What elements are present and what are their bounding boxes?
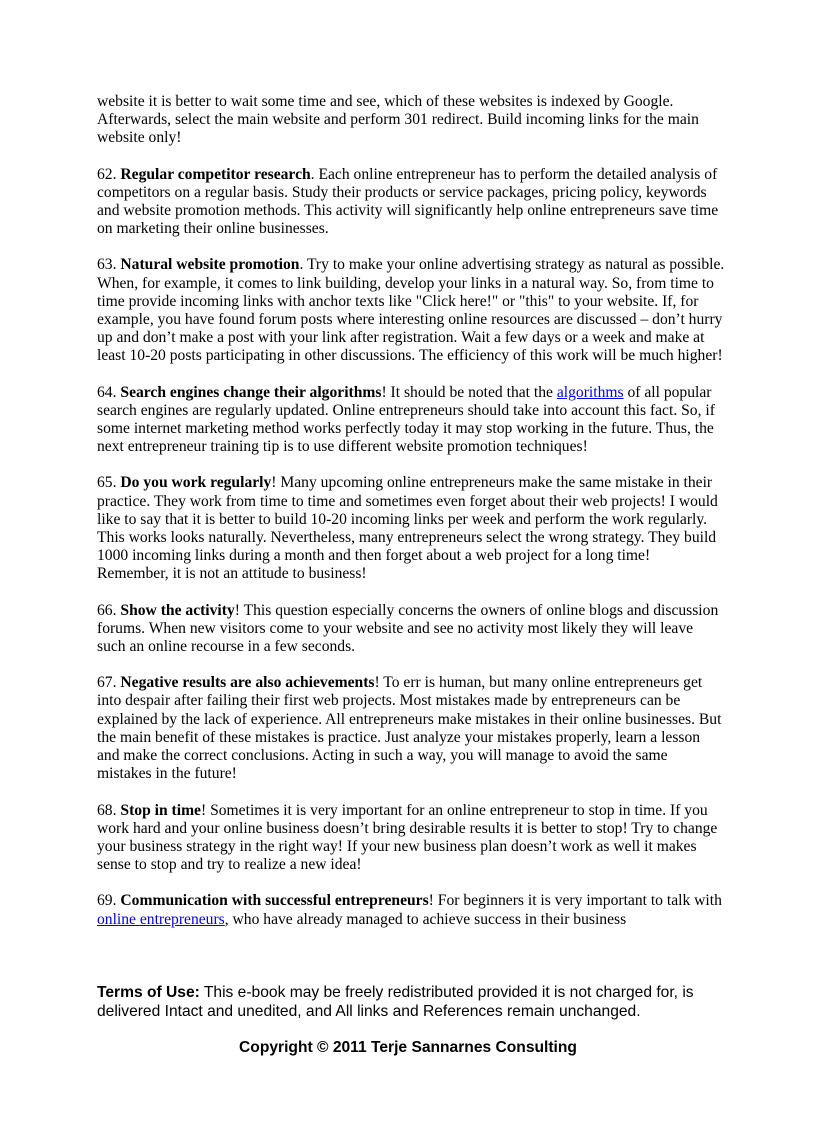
tip-title: Do you work regularly (120, 474, 272, 492)
tip-body: Each online entrepreneur has to perform the detailed analysis of competitors on a regular basis. Study their products or service packages, pricing policy, keywords and website promotion methods. This activity will significantly help online entrepreneurs save time on marketing their online businesses. (97, 165, 719, 238)
tip-title-suffix: ! (374, 674, 380, 692)
tip-title-suffix: ! (234, 601, 240, 619)
tip-number: 62. (97, 165, 117, 183)
tip-title: Show the activity (120, 601, 235, 619)
tip-title-suffix: ! (428, 892, 434, 910)
tip-66 (97, 602, 725, 657)
algorithms-link[interactable]: algorithms (556, 383, 624, 401)
terms-label: Terms of Use: (97, 984, 200, 1001)
tip-title: Regular competitor research (120, 165, 311, 183)
terms-text: This e-book may be freely redistributed provided it is not charged for, is delivered Intact and unedited, and All links and References remain unchanged. (97, 984, 694, 1020)
online-entrepreneurs-link[interactable]: online entrepreneurs (97, 910, 225, 928)
tip-number: 68. (97, 801, 117, 819)
tip-body: Try to make your online advertising strategy as natural as possible. When, for example, it comes to link building, develop your links in a natural way. So, from time to time provide incoming links with anchor texts like "Click here!" or "this" to your website. If, for example, you have found forum posts where interesting online resources are discussed – don’t hurry up and don’t make a post with your link after registration. Wait a few days or a week and make at least 10-20 posts participating in other discussions. The efficiency of this work will be much higher! (97, 256, 725, 365)
tip-body-before-link: For beginners it is very important to talk with (433, 892, 722, 910)
tip-number: 64. (97, 383, 117, 401)
tip-body-after-link: of all popular search engines are regularly updated. Online entrepreneurs should take into account this fact. So, if some internet marketing method works perfectly today it may stop working in the future. Thus, the next entrepreneur training tip is to use different website promotion techniques! (97, 383, 715, 456)
tip-title-suffix: . (310, 165, 315, 183)
tip-title: Stop in time (120, 801, 201, 819)
tip-63 (97, 256, 725, 365)
tip-title-suffix: ! (381, 383, 387, 401)
tip-body: To err is human, but many online entrepreneurs get into despair after failing their first web projects. Most mistakes made by entrepreneurs can be explained by the lack of experience. All entrepreneurs make mistakes in their online businesses. But the main benefit of these mistakes is practice. Just analyze your mistakes properly, learn a lesson and make the correct conclusions. Acting in such a way, you will manage to avoid the same mistakes in the future! (97, 674, 722, 783)
tip-68 (97, 802, 725, 875)
tip-body: Many upcoming online entrepreneurs make the same mistake in their practice. They work from time to time and sometimes even forget about their web projects! I would like to say that it is better to build 10-20 incoming links per week and perform the work regularly. This works looks naturally. Nevertheless, many entrepreneurs select the wrong strategy. They build 1000 incoming links during a month and then forget about a web project for a long time! Remember, it is not an attitude to business! (97, 474, 718, 583)
tip-title: Search engines change their algorithms (120, 383, 382, 401)
tip-body-after-link: , who have already managed to achieve success in their business (224, 910, 627, 928)
tip-number: 69. (97, 892, 117, 910)
tip-body-before-link: It should be noted that the (386, 383, 557, 401)
tip-number: 65. (97, 474, 117, 492)
tip-title-suffix: . (299, 256, 304, 274)
tip-number: 67. (97, 674, 117, 692)
tip-title: Natural website promotion (120, 256, 300, 274)
tip-64 (97, 384, 725, 457)
tip-62 (97, 166, 725, 239)
tip-67 (97, 674, 725, 783)
tip-number: 66. (97, 601, 117, 619)
tip-65 (97, 474, 725, 583)
tip-body: Sometimes it is very important for an online entrepreneur to stop in time. If you work hard and your online business doesn’t bring desirable results it is better to stop! Try to change your business strategy in the right way! If your new business plan doesn’t work as well it makes sense to stop and try to realize a new idea! (97, 801, 718, 874)
tip-body: This question especially concerns the owners of online blogs and discussion forums. When new visitors come to your website and see no activity most likely they will leave such an online recourse in a few seconds. (97, 601, 719, 656)
tip-number: 63. (97, 256, 117, 274)
tip-69 (97, 892, 725, 928)
copyright-notice: Copyright © 2011 Terje Sannarnes Consulting (239, 1039, 577, 1056)
terms-of-use (97, 983, 737, 1021)
intro-text: website it is better to wait some time and see, which of these websites is indexed by Google. Afterwards, select the main website and perform 301 redirect. Build incoming links for the main website only! (97, 93, 699, 147)
tip-title: Communication with successful entrepreneurs (120, 892, 429, 910)
page-body (97, 93, 725, 947)
tip-title: Negative results are also achievements (120, 674, 375, 692)
tip-title-suffix: ! (271, 474, 277, 492)
tip-title-suffix: ! (200, 801, 207, 819)
intro-paragraph (97, 93, 725, 148)
